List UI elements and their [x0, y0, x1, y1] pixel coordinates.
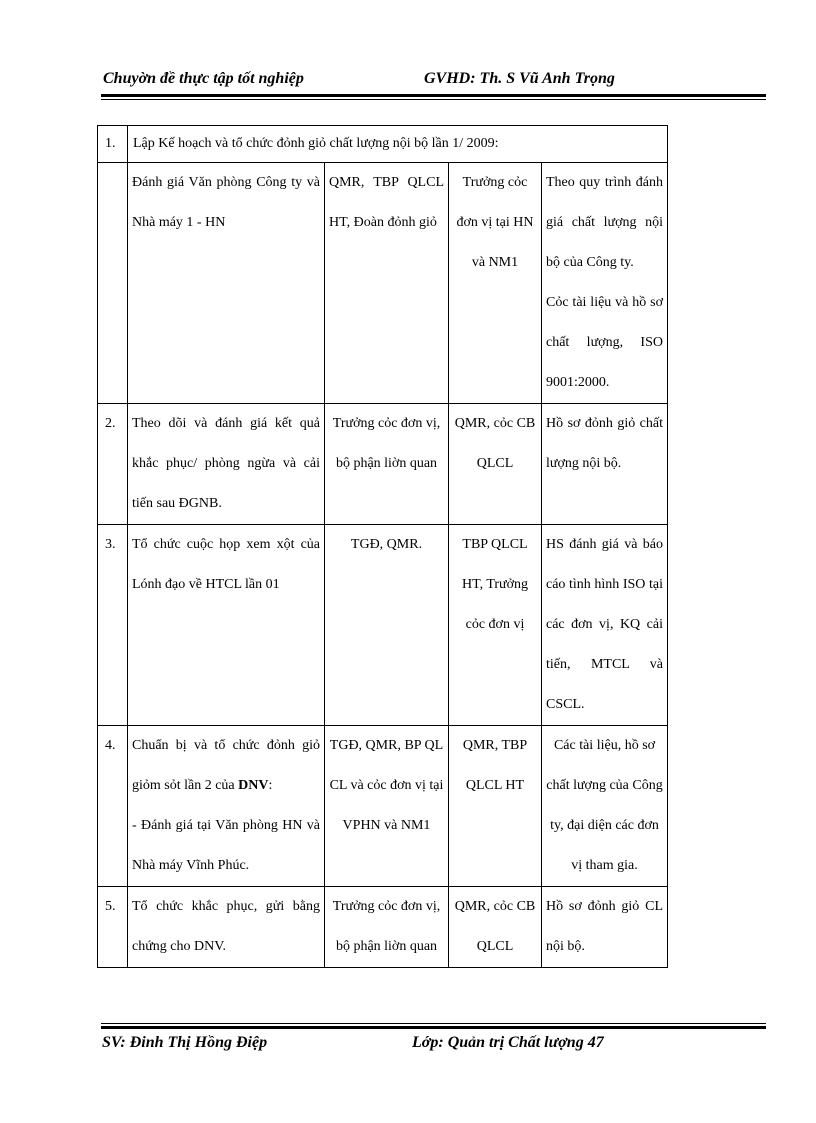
- task-bold-text: DNV: [238, 778, 269, 793]
- row-number: 2.: [98, 404, 128, 525]
- footer-rule-thin: [101, 1023, 766, 1024]
- task-cell: Theo dõi và đánh giá kết quả khắc phục/ phòng ngừa và cải tiến sau ĐGNB.: [128, 404, 325, 525]
- header-supervisor: GVHD: Th. S Vũ Anh Trọng: [424, 70, 615, 87]
- row-number: 3.: [98, 525, 128, 726]
- responsible-cell: TGĐ, QMR, BP QL CL và cỏc đơn vị tại VPHN và NM1: [325, 726, 449, 887]
- header-rule-thin: [101, 99, 766, 100]
- reference-cell: HS đánh giá và báo cáo tình hình ISO tại các đơn vị, KQ cải tiến, MTCL và CSCL.: [542, 525, 668, 726]
- row-number: 4.: [98, 726, 128, 887]
- reference-cell: Hồ sơ đỏnh giỏ chất lượng nội bộ.: [542, 404, 668, 525]
- task-main-text: Chuẩn bị và tổ chức đỏnh giỏ giỏm sỏt lần 2 của: [132, 738, 320, 793]
- footer-student: SV: Đinh Thị Hồng Điệp: [102, 1034, 268, 1051]
- table-row: [98, 163, 668, 404]
- page-footer: [101, 1034, 766, 1056]
- page-header: [101, 68, 766, 90]
- cooperate-cell: QMR, cỏc CB QLCL: [449, 404, 542, 525]
- task-cell: Tổ chức cuộc họp xem xột của Lónh đạo về HTCL lần 01: [128, 525, 325, 726]
- task-cell: Đánh giá Văn phòng Công ty và Nhà máy 1 - HN: [128, 163, 325, 404]
- task-cell: [128, 726, 325, 887]
- reference-cell: Hồ sơ đỏnh giỏ CL nội bộ.: [542, 887, 668, 968]
- row-number: 5.: [98, 887, 128, 968]
- table-row: [98, 404, 668, 525]
- task-cell: Tổ chức khắc phục, gửi bằng chứng cho DNV.: [128, 887, 325, 968]
- table-row: [98, 726, 668, 887]
- responsible-cell: TGĐ, QMR.: [325, 525, 449, 726]
- footer-class: Lớp: Quản trị Chất lượng 47: [412, 1034, 604, 1051]
- task-sub-line: - Đánh giá tại Văn phòng HN và Nhà máy Vĩnh Phúc.: [132, 818, 320, 873]
- table-row: [98, 126, 668, 163]
- footer-rule-thick: [101, 1026, 766, 1029]
- table-row: [98, 887, 668, 968]
- responsible-cell: Trưởng cỏc đơn vị, bộ phận liờn quan: [325, 887, 449, 968]
- row-number: 1.: [98, 126, 128, 163]
- plan-table: [97, 125, 668, 968]
- cooperate-cell: Trưởng cỏc đơn vị tại HN và NM1: [449, 163, 542, 404]
- reference-line: Theo quy trình đánh giá chất lượng nội bộ của Công ty.: [546, 175, 663, 270]
- header-rule-thick: [101, 94, 766, 97]
- task-main-line: [132, 726, 320, 806]
- responsible-cell: QMR, TBP QLCL HT, Đoàn đỏnh giỏ: [325, 163, 449, 404]
- section-title: Lập Kế hoạch và tổ chức đỏnh giỏ chất lượng nội bộ lần 1/ 2009:: [128, 126, 668, 163]
- reference-cell: [542, 163, 668, 404]
- header-topic: Chuyờn đề thực tập tốt nghiệp: [103, 70, 304, 87]
- cooperate-cell: TBP QLCL HT, Trưởng cỏc đơn vị: [449, 525, 542, 726]
- reference-cell: Các tài liệu, hồ sơ chất lượng của Công ty, đại diện các đơn vị tham gia.: [542, 726, 668, 887]
- responsible-cell: Trưởng cỏc đơn vị, bộ phận liờn quan: [325, 404, 449, 525]
- reference-line: Cỏc tài liệu và hồ sơ chất lượng, ISO 9001:2000.: [546, 295, 663, 390]
- cooperate-cell: QMR, cỏc CB QLCL: [449, 887, 542, 968]
- row-number-empty: [98, 163, 128, 404]
- cooperate-cell: QMR, TBP QLCL HT: [449, 726, 542, 887]
- task-end-text: :: [268, 778, 273, 793]
- table-row: [98, 525, 668, 726]
